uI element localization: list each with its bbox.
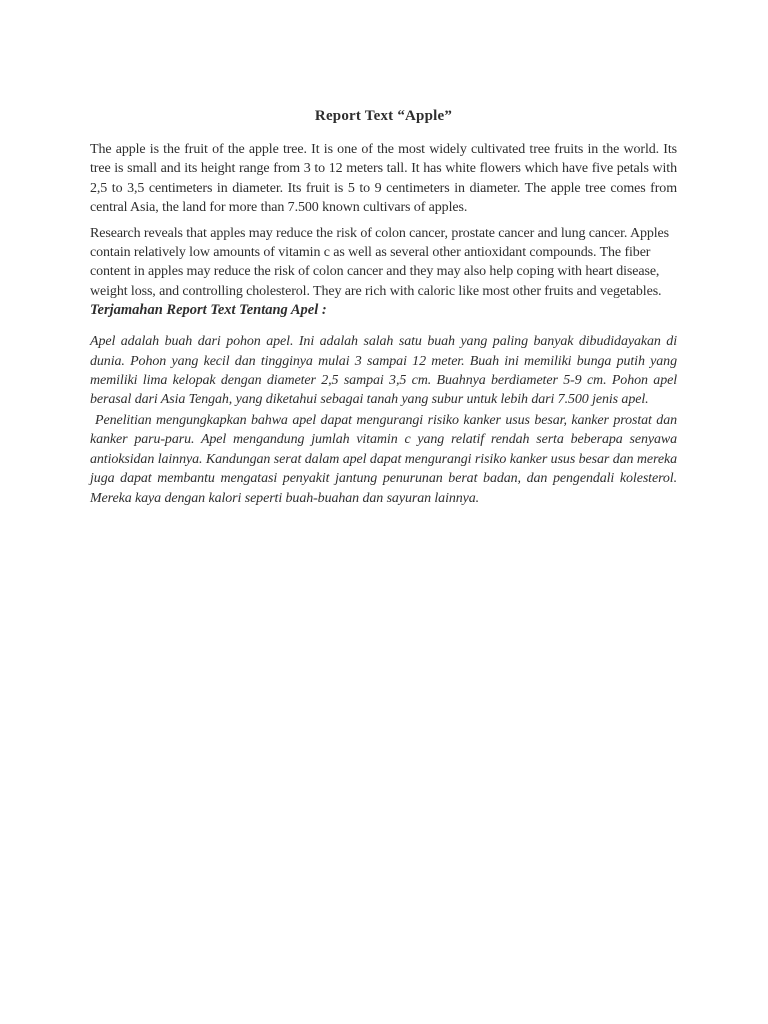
- paragraph-indonesian-2: Penelitian mengungkapkan bahwa apel dapat mengurangi risiko kanker usus besar, kanker prostat dan kanker paru-paru. Apel mengandung jumlah vitamin c yang relatif rendah serta beberapa senyawa antioksidan lainnya. Kandungan serat dalam apel dapat mengurangi risiko kanker usus besar dan mereka juga dapat membantu mengatasi penyakit jantung penurunan berat badan, dan pengendali kolesterol. Mereka kaya dengan kalori seperti buah-buahan dan sayuran lainnya.: [90, 412, 677, 506]
- paragraph-english-1: The apple is the fruit of the apple tree. It is one of the most widely cultivated tree fruits in the world. Its tree is small and its height range from 3 to 12 meters tall. It has white flowers which have five petals with 2,5 to 3,5 centimeters in diameter. Its fruit is 5 to 9 centimeters in diameter. The apple tree comes from central Asia, the land for more than 7.500 known cultivars of apples.: [90, 142, 677, 216]
- translation-heading: Terjamahan Report Text Tentang Apel :: [90, 302, 327, 319]
- document-title: Report Text “Apple”: [314, 108, 453, 124]
- paragraph-indonesian-1: Apel adalah buah dari pohon apel. Ini adalah salah satu buah yang paling banyak dibudidayakan di dunia. Pohon yang kecil dan tingginya mulai 3 sampai 12 meter. Buah ini memiliki bunga putih yang memiliki lima kelopak dengan diameter 2,5 sampai 3,5 cm. Buahnya berdiameter 5-9 cm. Pohon apel berasal dari Asia Tengah, yang diketahui sebagai tanah yang subur untuk lebih dari 7.500 jenis apel.: [90, 334, 677, 408]
- paragraph-english-2: Research reveals that apples may reduce the risk of colon cancer, prostate cancer and lung cancer. Apples contain relatively low amounts of vitamin c as well as several other antioxidant compounds. The fiber content in apples may reduce the risk of colon cancer and they may also help coping with heart disease, weight loss, and controlling cholesterol. They are rich with caloric like most other fruits and vegetables.: [90, 225, 670, 299]
